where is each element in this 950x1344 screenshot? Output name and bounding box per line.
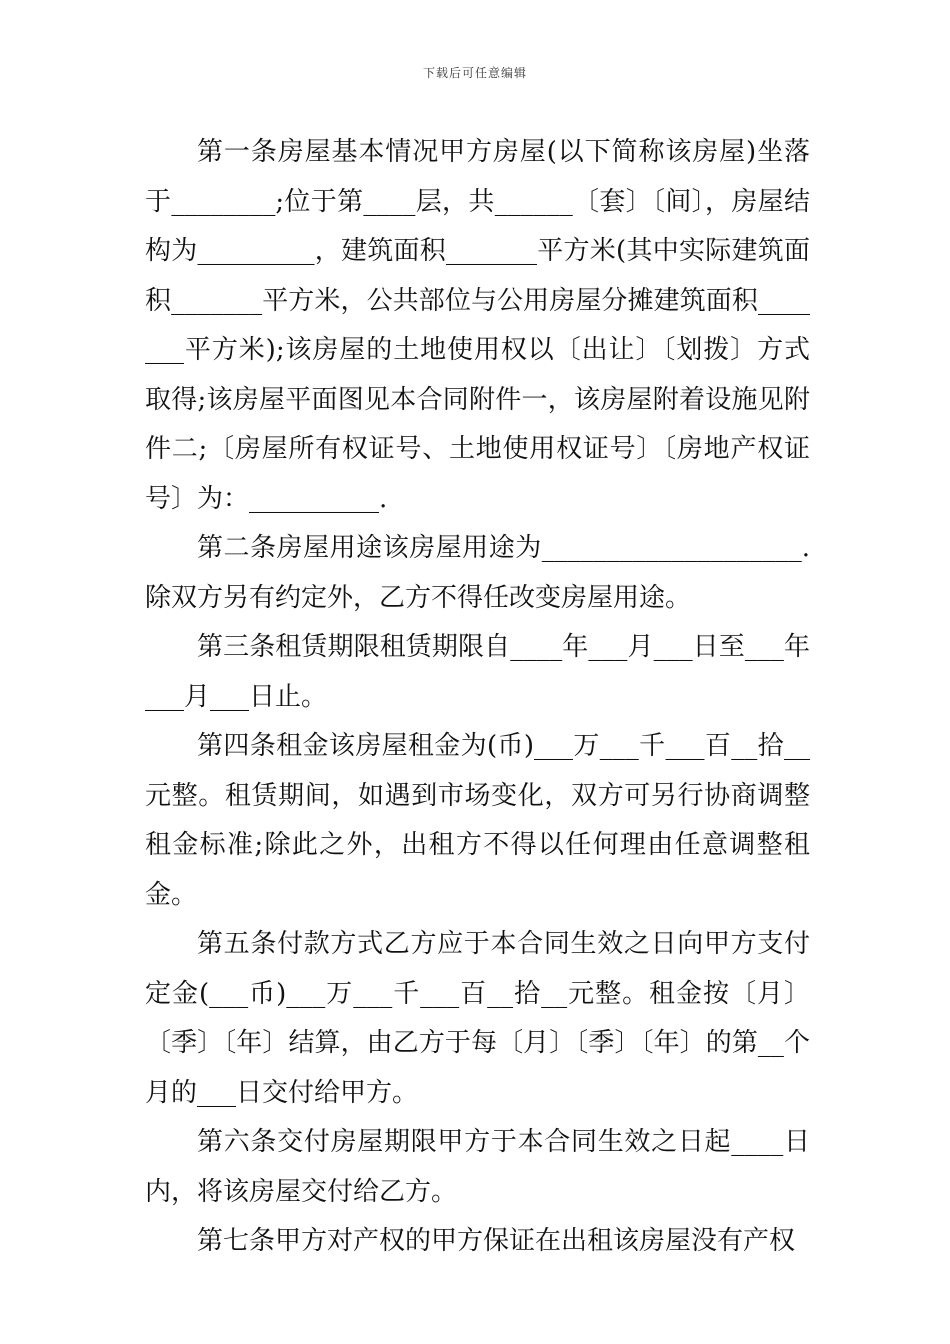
clause-6-paragraph: 第六条交付房屋期限甲方于本合同生效之日起____日内，将该房屋交付给乙方。 bbox=[145, 1127, 810, 1207]
clause-7-paragraph: 第七条甲方对产权的甲方保证在出租该房屋没有产权 bbox=[197, 1226, 796, 1256]
clause-1-paragraph: 第一条房屋基本情况甲方房屋(以下简称该房屋)坐落于________;位于第____层，共______〔套〕〔间〕，房屋结构为_________，建筑面积_______平方米(其中实际建筑面积_______平方米，公共部位与公用房屋分摊建筑面积_______平方米);该房屋的土地使用权以〔出让〕〔划拨〕方式取得;该房屋平面图见本合同附件一，该房屋附着设施见附件二;〔房屋所有权证号、土地使用权证号〕〔房地产权证号〕为：__________. bbox=[145, 137, 810, 514]
page-header-note: 下载后可任意编辑 bbox=[422, 66, 527, 80]
clause-3-paragraph: 第三条租赁期限租赁期限自____年___月___日至___年___月___日止。 bbox=[145, 632, 810, 712]
clause-5-paragraph: 第五条付款方式乙方应于本合同生效之日向甲方支付定金(___币)___万___千___百__拾__元整。租金按〔月〕〔季〕〔年〕结算，由乙方于每〔月〕〔季〕〔年〕的第__个月的___日交付给甲方。 bbox=[145, 929, 810, 1108]
document-body bbox=[145, 128, 810, 1267]
clause-2-paragraph: 第二条房屋用途该房屋用途为____________________.除双方另有约定外，乙方不得任改变房屋用途。 bbox=[145, 533, 810, 613]
clause-4-paragraph: 第四条租金该房屋租金为(币)___万___千___百__拾__元整。租赁期间，如遇到市场变化，双方可另行协商调整租金标准;除此之外，出租方不得以任何理由任意调整租金。 bbox=[145, 731, 810, 910]
